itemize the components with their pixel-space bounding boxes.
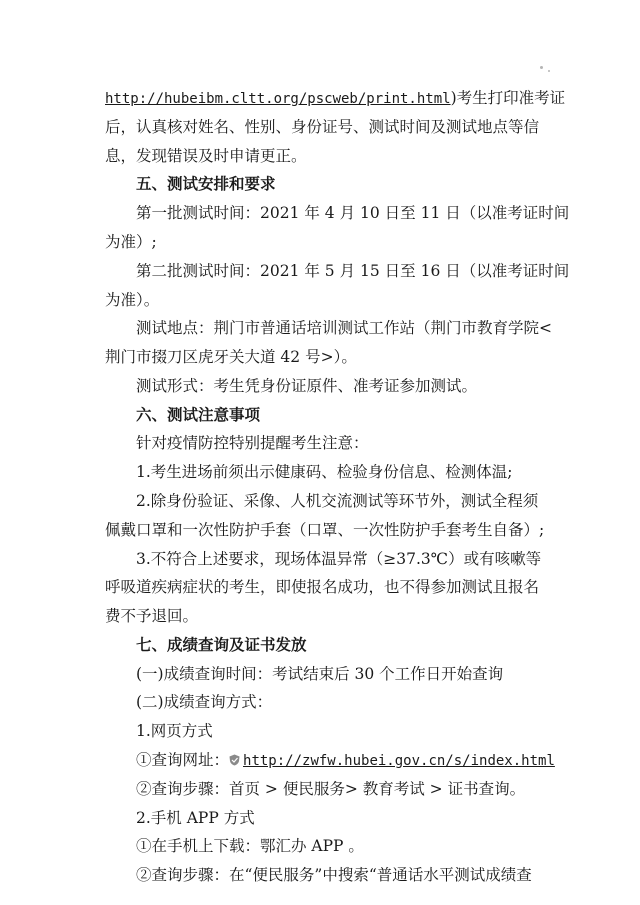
paragraph-line: 为准）; [105, 233, 157, 251]
section-heading-6: 六、测试注意事项 [136, 406, 261, 424]
paragraph-line: 1.网页方式 [136, 722, 213, 740]
print-url-link[interactable]: http://hubeibm.cltt.org/pscweb/print.html [105, 91, 451, 107]
shield-icon [229, 754, 240, 766]
paragraph-line: (一)成绩查询时间：考试结束后 30 个工作日开始查询 [136, 665, 504, 683]
paragraph-line: 后，认真核对姓名、性别、身份证号、测试时间及测试地点等信 [105, 118, 540, 136]
paragraph-line: 为准）。 [105, 291, 160, 309]
paragraph-line: 费不予退回。 [105, 607, 199, 625]
paragraph-line: ①在手机上下载：鄂汇办 APP 。 [136, 837, 364, 855]
paragraph-line: (二)成绩查询方式： [136, 693, 273, 711]
paragraph-line: 荆门市掇刀区虎牙关大道 42 号>）。 [105, 348, 357, 366]
paragraph-line: 第一批测试时间：2021 年 4 月 10 日至 11 日（以准考证时间 [136, 204, 570, 222]
paragraph-line: 针对疫情防控特别提醒考生注意： [136, 434, 369, 452]
section-heading-5: 五、测试安排和要求 [136, 175, 276, 193]
query-url-link[interactable]: http://zwfw.hubei.gov.cn/s/index.html [243, 753, 555, 769]
paragraph-line: 第二批测试时间：2021 年 5 月 15 日至 16 日（以准考证时间 [136, 262, 570, 280]
paragraph-line: 佩戴口罩和一次性防护手套（口罩、一次性防护手套考生自备）; [105, 521, 545, 539]
paragraph-line: 测试形式：考生凭身份证原件、准考证参加测试。 [136, 377, 478, 395]
text-run: )考生打印准考证 [450, 89, 566, 107]
paragraph-line: 1.考生进场前须出示健康码、检验身份信息、检测体温; [136, 463, 513, 481]
paragraph-line: 息，发现错误及时申请更正。 [105, 147, 307, 165]
paragraph-line: 3.不符合上述要求，现场体温异常（≥37.3℃）或有咳嗽等 [136, 550, 542, 568]
section-heading-7: 七、成绩查询及证书发放 [136, 636, 307, 654]
paragraph-line: 呼吸道疾病症状的考生，即使报名成功，也不得参加测试且报名 [105, 578, 540, 596]
text-run: ①查询网址： [136, 751, 230, 769]
paragraph-line [105, 88, 566, 109]
scan-speck [540, 66, 543, 69]
paragraph-line: ②查询步骤：首页 > 便民服务> 教育考试 > 证书查询。 [136, 780, 526, 798]
paragraph-line: 测试地点：荆门市普通话培训测试工作站（荆门市教育学院< [136, 319, 552, 337]
paragraph-line: 2.除身份验证、采像、人机交流测试等环节外，测试全程须 [136, 492, 539, 510]
paragraph-line: 2.手机 APP 方式 [136, 809, 255, 827]
paragraph-line [136, 750, 556, 771]
paragraph-line: ②查询步骤：在“便民服务”中搜索“普通话水平测试成绩查 [136, 866, 532, 884]
scan-speck [548, 70, 550, 72]
